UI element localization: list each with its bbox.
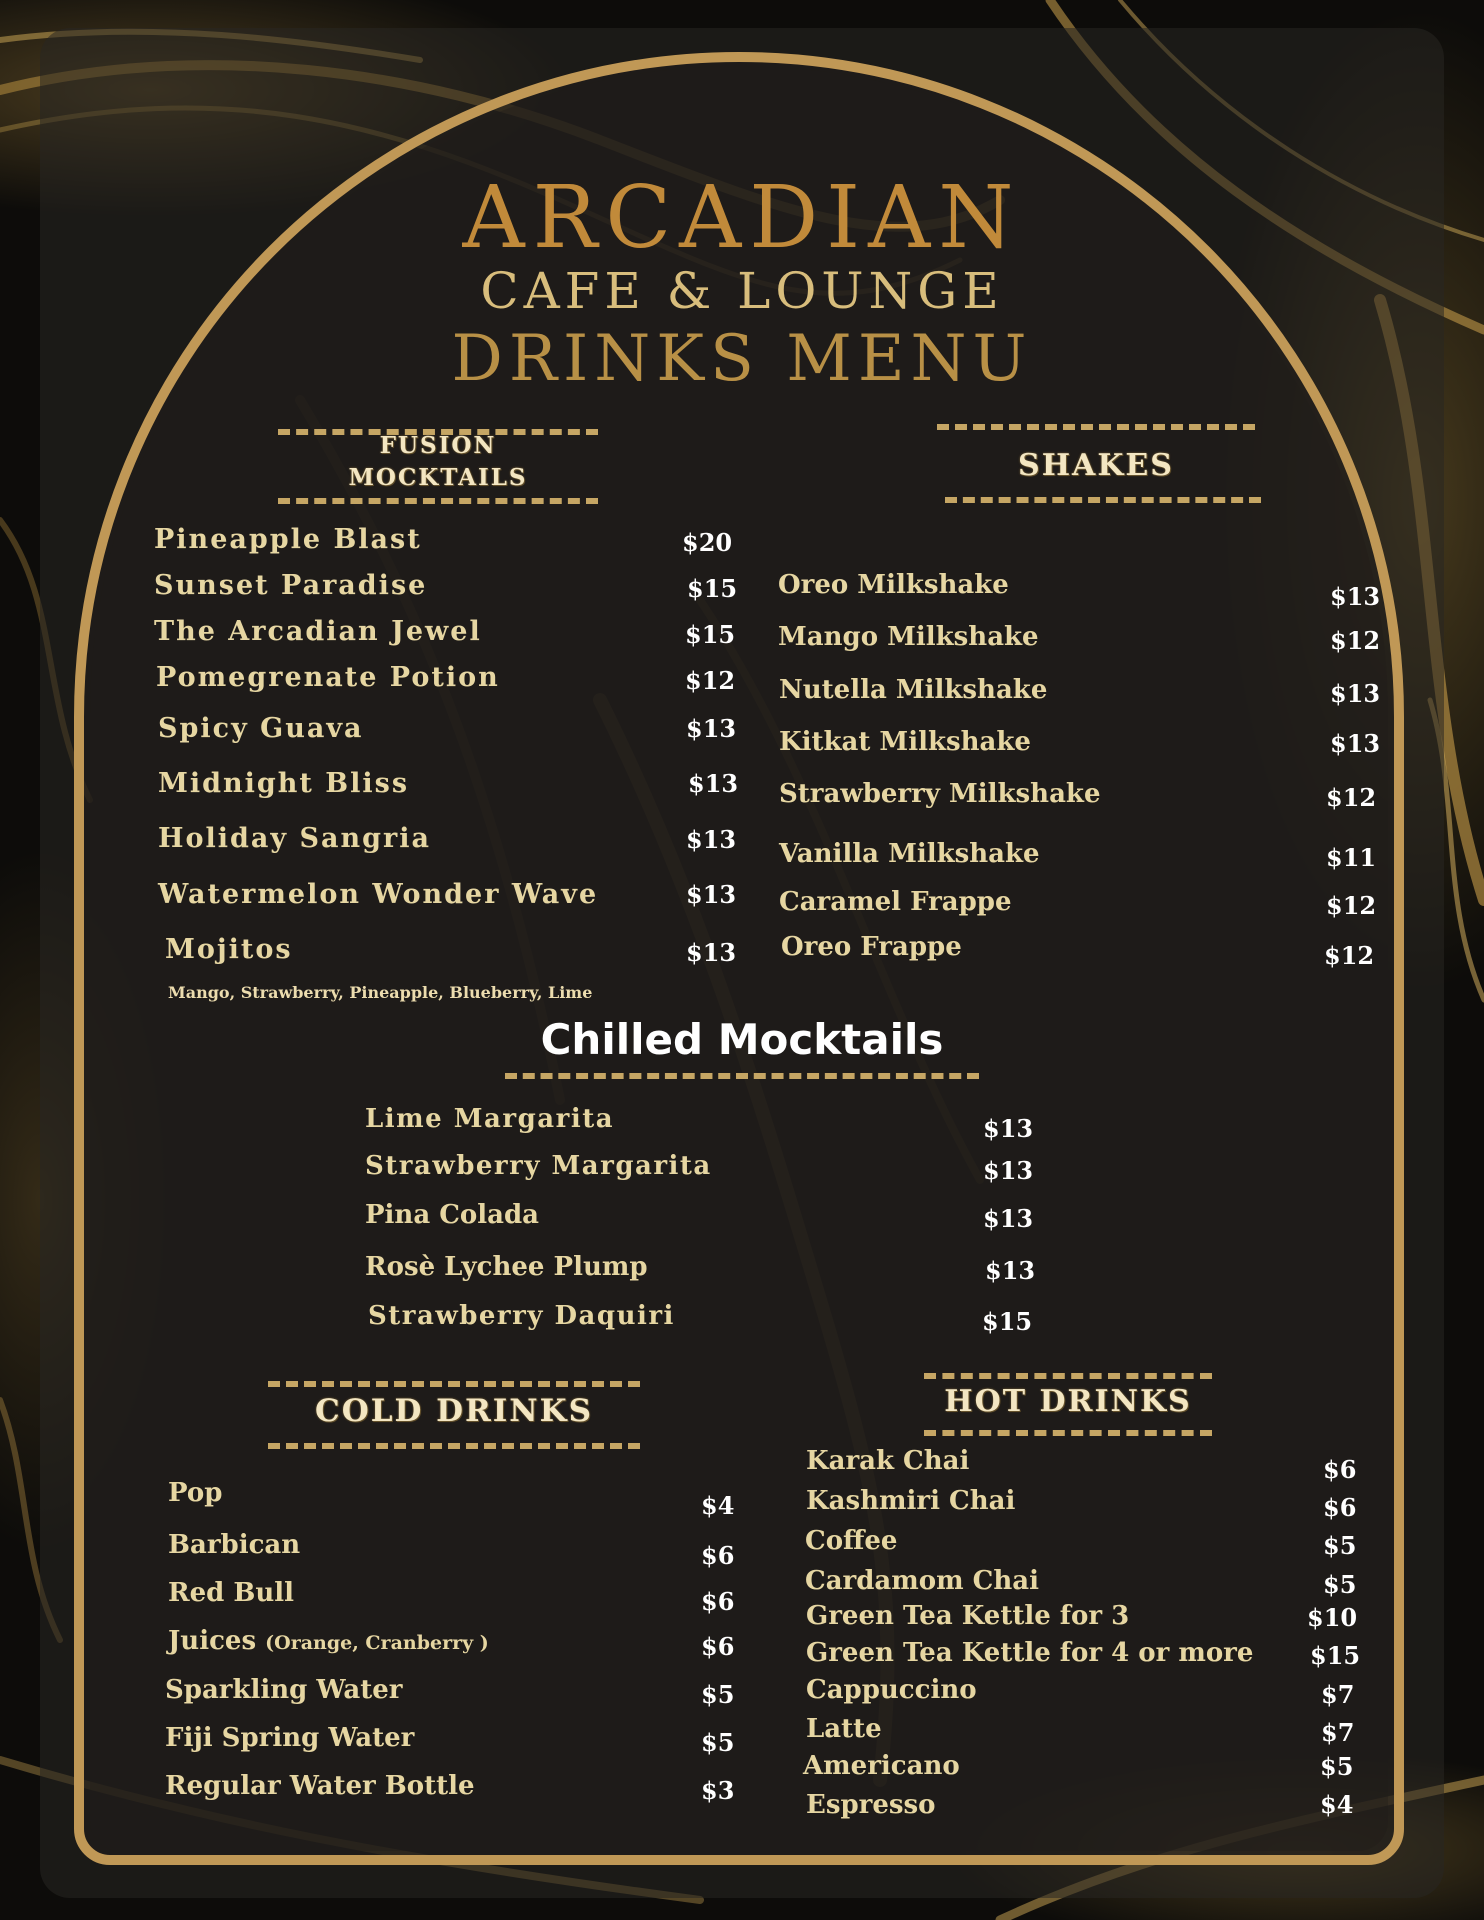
shake-item-price: $13: [1330, 729, 1381, 758]
fusion-item-price: $13: [686, 825, 737, 854]
mojitos-flavors-note: Mango, Strawberry, Pineapple, Blueberry, Lime: [168, 983, 593, 1002]
shake-item-name: Oreo Milkshake: [778, 570, 1009, 600]
cold-item-price: $6: [701, 1632, 735, 1661]
fusion-item-name: Holiday Sangria: [158, 823, 431, 854]
chilled-item-price: $13: [985, 1256, 1036, 1285]
shake-item-price: $12: [1326, 891, 1377, 920]
shakes-title: SHAKES: [1018, 448, 1174, 483]
hot-item-name: Cardamom Chai: [805, 1566, 1039, 1596]
hot-item-name: Karak Chai: [806, 1446, 970, 1476]
shake-item-name: Caramel Frappe: [779, 887, 1012, 917]
hot-item-price: $7: [1321, 1680, 1355, 1709]
chilled-item-name: Lime Margarita: [365, 1104, 615, 1134]
cold-item-name: Barbican: [168, 1530, 301, 1560]
fusion-item-price: $13: [686, 938, 737, 967]
cold-drinks-title: COLD DRINKS: [315, 1393, 593, 1429]
fusion-item-name: The Arcadian Jewel: [154, 616, 482, 647]
fusion-title-line2: MOCKTAILS: [348, 464, 528, 491]
shakes-bottom-divider: [945, 497, 1261, 503]
shakes-top-divider: [937, 424, 1255, 430]
fusion-item-price: $12: [685, 666, 736, 695]
fusion-item-price: $15: [685, 620, 736, 649]
cold-top-divider: [268, 1381, 640, 1387]
shake-item-name: Vanilla Milkshake: [779, 839, 1040, 869]
cold-item-name: Pop: [168, 1478, 223, 1508]
cold-item-price: $4: [701, 1491, 735, 1520]
brand-title: ARCADIAN: [462, 168, 1022, 268]
chilled-item-name: Strawberry Daquiri: [368, 1301, 675, 1331]
hot-bottom-divider: [924, 1430, 1212, 1436]
chilled-item-name: Strawberry Margarita: [365, 1151, 712, 1181]
cold-item-price: $3: [701, 1776, 735, 1805]
hot-item-name: Espresso: [806, 1790, 936, 1820]
fusion-item-name: Watermelon Wonder Wave: [158, 879, 599, 910]
fusion-bottom-divider: [278, 498, 598, 504]
hot-item-price: $10: [1307, 1603, 1358, 1632]
fusion-item-name: Spicy Guava: [158, 713, 364, 744]
cold-item-price: $6: [701, 1587, 735, 1616]
cold-item-price: $5: [701, 1728, 735, 1757]
shake-item-price: $12: [1326, 783, 1377, 812]
fusion-title-line1: FUSION: [379, 432, 497, 459]
fusion-item-name: Pineapple Blast: [154, 524, 422, 555]
brand-subtitle: CAFE & LOUNGE: [480, 262, 1004, 320]
chilled-item-price: $13: [983, 1114, 1034, 1143]
hot-item-name: Latte: [806, 1714, 882, 1744]
chilled-item-price: $15: [982, 1307, 1033, 1336]
hot-item-price: $6: [1323, 1493, 1357, 1522]
fusion-item-name: Pomegrenate Potion: [156, 662, 500, 693]
shake-item-price: $13: [1330, 679, 1381, 708]
hot-drinks-title: HOT DRINKS: [944, 1384, 1192, 1419]
shake-item-name: Mango Milkshake: [778, 622, 1039, 652]
cold-item-price: $5: [701, 1680, 735, 1709]
chilled-item-price: $13: [983, 1156, 1034, 1185]
fusion-item-price: $13: [686, 880, 737, 909]
cold-bottom-divider: [268, 1443, 640, 1449]
shake-item-price: $12: [1330, 626, 1381, 655]
fusion-item-name: Mojitos: [165, 934, 293, 965]
hot-top-divider: [924, 1373, 1212, 1379]
shake-item-name: Strawberry Milkshake: [779, 779, 1101, 809]
cold-item-name: Fiji Spring Water: [165, 1723, 415, 1753]
fusion-item-price: $13: [686, 714, 737, 743]
juices-label: Juices: [168, 1626, 257, 1656]
cold-item-name: Sparkling Water: [165, 1675, 403, 1705]
fusion-item-name: Midnight Bliss: [158, 768, 410, 799]
shake-item-name: Kitkat Milkshake: [779, 727, 1031, 757]
chilled-item-name: Pina Colada: [365, 1200, 540, 1230]
cold-item-name: Red Bull: [168, 1578, 295, 1608]
shake-item-price: $13: [1330, 582, 1381, 611]
fusion-item-price: $13: [688, 769, 739, 798]
cold-item-name: Regular Water Bottle: [165, 1771, 475, 1801]
fusion-item-name: Sunset Paradise: [154, 570, 428, 601]
shake-item-price: $11: [1326, 843, 1377, 872]
hot-item-name: Coffee: [805, 1526, 898, 1556]
hot-item-price: $6: [1323, 1455, 1357, 1484]
hot-item-price: $7: [1321, 1718, 1355, 1747]
hot-item-name: Americano: [803, 1751, 960, 1781]
shake-item-name: Nutella Milkshake: [779, 675, 1048, 705]
hot-item-price: $5: [1323, 1570, 1357, 1599]
fusion-item-price: $20: [682, 528, 733, 557]
chilled-mocktails-title: Chilled Mocktails: [540, 1015, 944, 1064]
chilled-item-price: $13: [983, 1204, 1034, 1233]
fusion-item-price: $15: [687, 574, 738, 603]
chilled-item-name: Rosè Lychee Plump: [365, 1252, 648, 1282]
cold-item-name: [168, 1626, 489, 1656]
shake-item-price: $12: [1324, 941, 1375, 970]
hot-item-name: Green Tea Kettle for 3: [806, 1601, 1130, 1631]
hot-item-name: Cappuccino: [806, 1675, 977, 1705]
hot-item-name: Kashmiri Chai: [806, 1486, 1016, 1516]
shake-item-name: Oreo Frappe: [781, 932, 962, 962]
menu-title: DRINKS MENU: [451, 322, 1033, 396]
hot-item-price: $4: [1320, 1790, 1354, 1819]
hot-item-name: Green Tea Kettle for 4 or more: [806, 1638, 1254, 1668]
cold-item-price: $6: [701, 1541, 735, 1570]
chilled-divider: [505, 1073, 979, 1079]
hot-item-price: $15: [1310, 1641, 1361, 1670]
hot-item-price: $5: [1320, 1752, 1354, 1781]
hot-item-price: $5: [1323, 1531, 1357, 1560]
juices-flavors-note: (Orange, Cranberry ): [265, 1632, 489, 1654]
